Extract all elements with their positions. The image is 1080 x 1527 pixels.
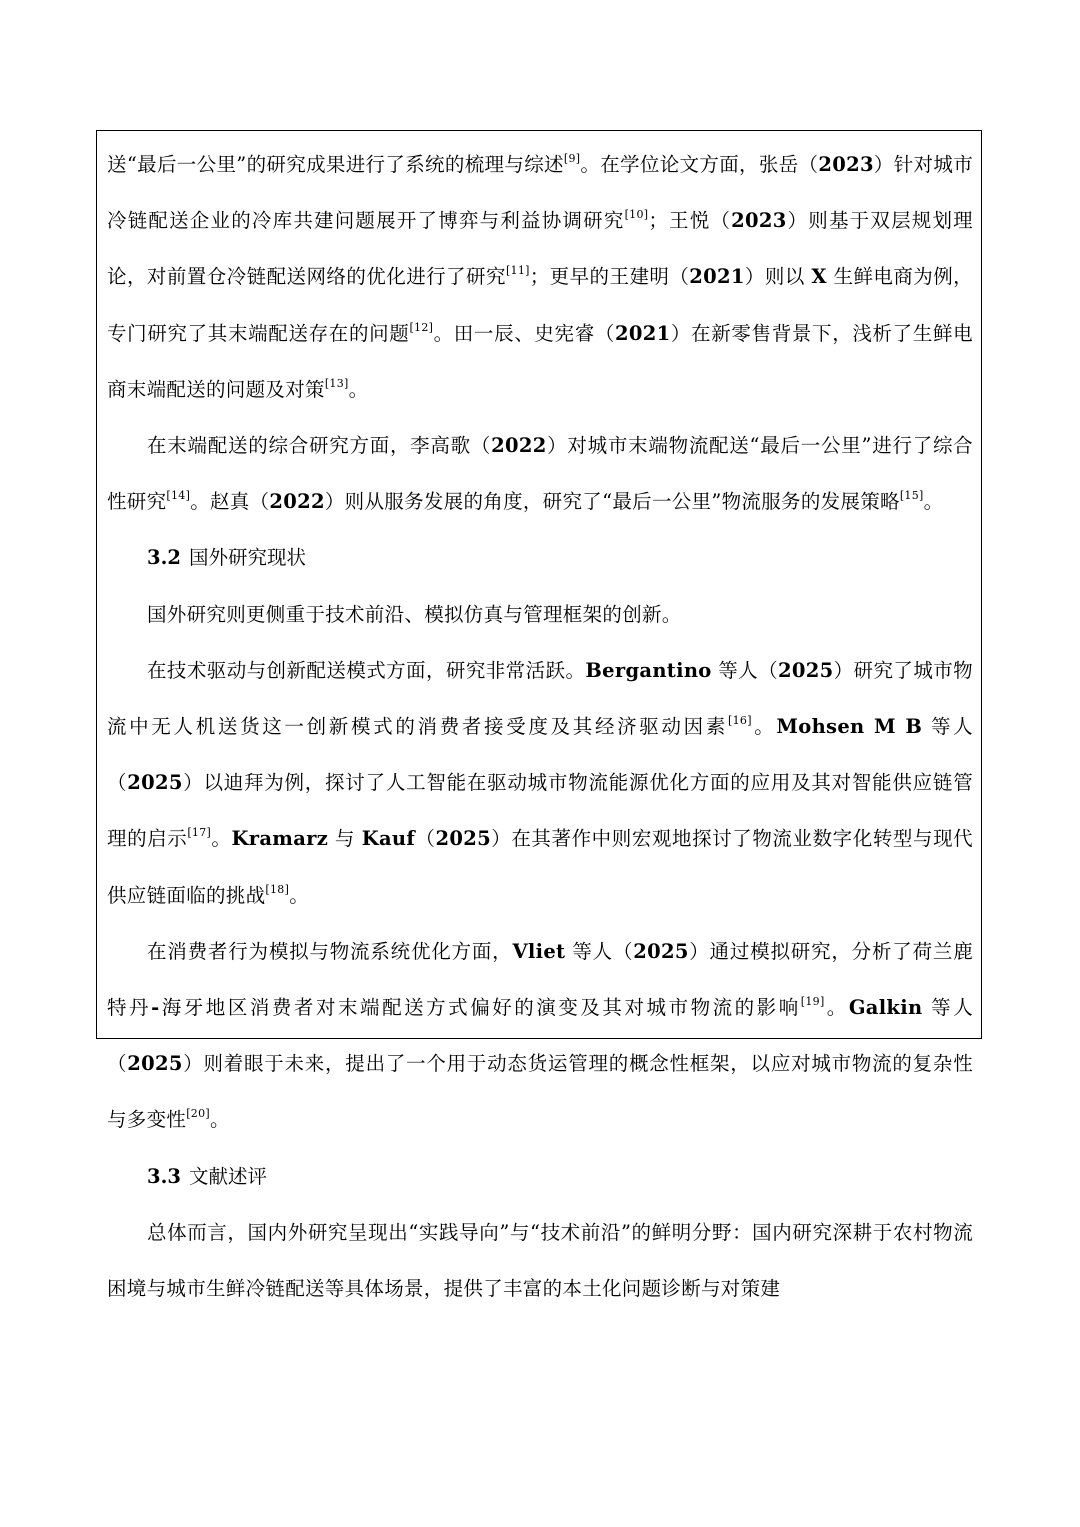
section-number: 3.3 xyxy=(147,1164,181,1188)
text-run: ）在新零售背景下，浅析了生鲜电商末端配送的问题及对策 xyxy=(107,321,973,401)
text-run: ）针对城市冷链配送企业的冷库共建问题展开了博弈与利益协调研究 xyxy=(107,153,973,233)
text-run: ）则基于双层规划理论，对前置仓冷链配送网络的优化进行了研究 xyxy=(107,209,973,289)
text-run: ）研究了城市物流中无人机送货这一创新模式的消费者接受度及其经济驱动因素 xyxy=(107,658,973,739)
bold-text-run: X xyxy=(811,265,827,289)
body-paragraph xyxy=(107,137,973,418)
document-body xyxy=(107,137,973,1317)
bold-text-run: Mohsen M B xyxy=(776,715,923,739)
document-frame xyxy=(96,130,982,1301)
bold-text-run: Kauf xyxy=(361,827,416,851)
text-run: 生鲜电商为例，专门研究了其末端配送存在的问题 xyxy=(107,265,973,345)
text-run: ）通过模拟研究，分析了荷兰鹿特丹 xyxy=(107,939,974,1020)
bold-text-run: 2025 xyxy=(633,939,689,963)
text-run: 与 xyxy=(328,827,362,851)
bold-text-run: 2025 xyxy=(778,658,834,682)
text-run: 。田一辰、史宪睿（ xyxy=(433,321,616,345)
bold-text-run: 2023 xyxy=(731,209,787,233)
body-paragraph xyxy=(107,587,973,643)
text-run: 等人（ xyxy=(107,996,973,1076)
bold-text-run: 2025 xyxy=(127,771,183,795)
text-run: 。 xyxy=(751,715,777,739)
text-run: 。 xyxy=(348,377,369,401)
citation-marker: [9] xyxy=(563,152,581,165)
text-run: 在消费者行为模拟与物流系统优化方面， xyxy=(147,939,513,963)
bold-text-run: 2022 xyxy=(491,434,547,458)
citation-marker: [18] xyxy=(265,882,290,896)
citation-marker: [16] xyxy=(728,714,752,728)
section-heading xyxy=(107,530,973,586)
citation-marker: [11] xyxy=(505,264,530,278)
citation-marker: [14] xyxy=(166,489,191,503)
text-run: ）则着眼于未来，提出了一个用于动态货运管理的概念性框架，以应对城市物流的复杂性与多变性 xyxy=(107,1052,973,1132)
bold-text-run: 2023 xyxy=(818,153,874,176)
text-run: 等人（ xyxy=(711,658,779,682)
bold-text-run: 2025 xyxy=(435,827,491,851)
bold-text-run: Kramarz xyxy=(231,827,329,851)
text-run: ）在其著作中则宏观地探讨了物流业数字化转型与现代供应链面临的挑战 xyxy=(107,827,973,907)
text-run: 。 xyxy=(923,490,944,514)
text-run: 总体而言，国内外研究呈现出“实践导向”与“技术前沿”的鲜明分野：国内研究深耕于农村物流困境与城市生鲜冷链配送等具体场景，提供了丰富的本土化问题诊断与对策建 xyxy=(107,1220,973,1301)
text-run: 。 xyxy=(211,827,232,851)
text-run: 在技术驱动与创新配送模式方面，研究非常活跃。 xyxy=(147,658,586,682)
citation-marker: [12] xyxy=(409,320,434,334)
text-run: ）以迪拜为例，探讨了人工智能在驱动城市物流能源优化方面的应用及其对智能供应链管理的启示 xyxy=(107,771,973,851)
citation-marker: [20] xyxy=(186,1107,210,1121)
bold-text-run: 2022 xyxy=(269,490,325,514)
text-run: 。 xyxy=(824,996,849,1020)
text-run: 在末端配送的综合研究方面，李高歌（ xyxy=(147,434,492,458)
text-run: 等人（ xyxy=(107,715,973,795)
section-title: 国外研究现状 xyxy=(188,546,306,570)
text-run: ；更早的王建明（ xyxy=(529,265,690,289)
bold-text-run: Bergantino xyxy=(585,658,712,682)
text-run: ）则从服务发展的角度，研究了“最后一公里”物流服务的发展策略 xyxy=(324,490,900,514)
section-heading xyxy=(107,1149,973,1205)
text-run: 等人（ xyxy=(565,939,634,963)
citation-marker: [10] xyxy=(624,208,649,222)
bold-text-run: Vliet xyxy=(512,939,566,963)
text-run: ）则以 xyxy=(744,265,812,289)
bold-text-run: 2021 xyxy=(615,321,671,345)
body-paragraph xyxy=(107,924,973,1149)
text-run: ）对城市末端物流配送“最后一公里”进行了综合性研究 xyxy=(107,434,973,514)
section-title: 文献述评 xyxy=(188,1164,267,1188)
body-paragraph xyxy=(107,1205,973,1317)
body-paragraph xyxy=(107,418,973,530)
bold-text-run: - xyxy=(151,996,160,1020)
citation-marker: [17] xyxy=(187,826,212,840)
bold-text-run: 2021 xyxy=(689,265,745,289)
text-run: 海牙地区消费者对末端配送方式偏好的演变及其对城市物流的影响 xyxy=(159,996,801,1020)
bold-text-run: Galkin xyxy=(848,996,923,1020)
text-run: 。 xyxy=(289,883,309,907)
text-run: 送“最后一公里”的研究成果进行了系统的梳理与综述 xyxy=(107,153,564,176)
body-paragraph xyxy=(107,643,973,924)
text-run: 。在学位论文方面，张岳（ xyxy=(580,153,819,176)
text-run: 。赵真（ xyxy=(190,490,270,514)
text-run: 。 xyxy=(209,1108,230,1132)
text-run: （ xyxy=(415,827,436,851)
text-run: ；王悦（ xyxy=(648,209,732,233)
citation-marker: [19] xyxy=(800,995,825,1009)
section-number: 3.2 xyxy=(147,546,181,570)
bold-text-run: 2025 xyxy=(127,1052,183,1076)
text-run: 国外研究则更侧重于技术前沿、模拟仿真与管理框架的创新。 xyxy=(147,602,682,626)
citation-marker: [15] xyxy=(899,489,924,503)
citation-marker: [13] xyxy=(324,376,349,390)
